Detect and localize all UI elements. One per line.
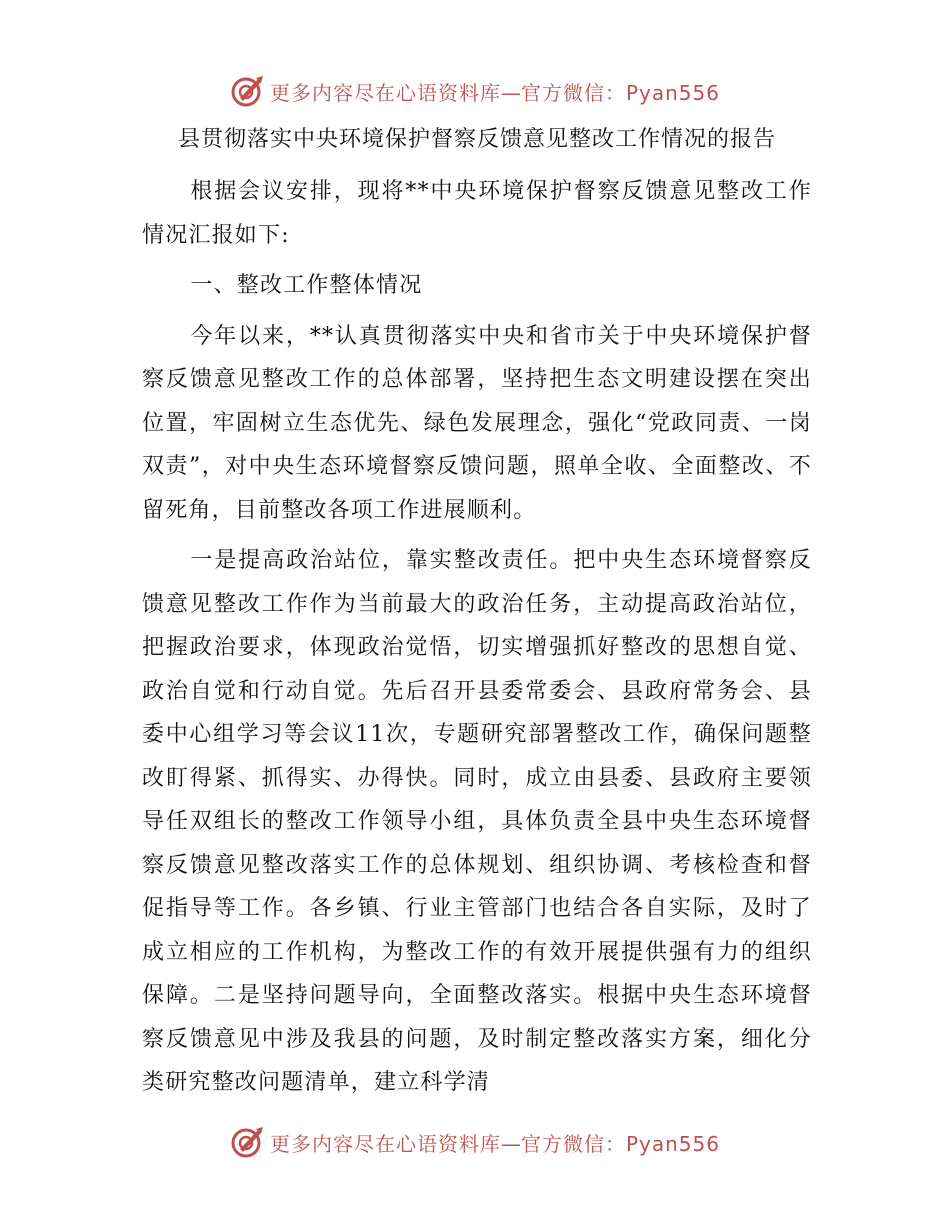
body-paragraph-2: 一是提高政治站位，靠实整改责任。把中央生态环境督察反馈意见整改工作作为当前最大的政治任务，主动提高政治站位，把握政治要求，体现政治觉悟，切实增强抓好整改的思想自觉、政治自觉和行动自觉。先后召开县委常委会、县政府常务会、县委中心组学习等会议11次，专题研究部署整改工作，确保问题整改盯得紧、抓得实、办得快。同时，成立由县委、县政府主要领导任双组长的整改工作领导小组，具体负责全县中央生态环境督察反馈意见整改落实工作的总体规划、组织协调、考核检查和督促指导等工作。各乡镇、行业主管部门也结合各自实际，及时了成立相应的工作机构，为整改工作的有效开展提供强有力的组织保障。二是坚持问题导向，全面整改落实。根据中央生态环境督察反馈意见中涉及我县的问题，及时制定整改落实方案，细化分类研究整改问题清单，建立科学清 [142,548,812,1095]
section-heading: 一、整改工作整体情况 [190,273,423,298]
document-title: 县贯彻落实中央环境保护督察反馈意见整改工作情况的报告 [177,127,776,152]
body-paragraph-1: 今年以来，**认真贯彻落实中央和省市关于中央环境保护督察反馈意见整改工作的总体部署，坚持把生态文明建设摆在突出位置，牢固树立生态优先、绿色发展理念，强化“党政同责、一岗双责”，对中央生态环境督察反馈问题，照单全收、全面整改、不留死角，目前整改各项工作进展顺利。 [142,323,812,523]
watermark-separator: — [500,80,521,105]
intro-paragraph: 根据会议安排，现将**中央环境保护督察反馈意见整改工作情况汇报如下: [142,179,812,248]
brand-logo-icon [230,73,266,109]
watermark-banner-top [0,71,950,111]
watermark-separator: — [500,1131,521,1156]
watermark-contact: 官方微信：Pyan556 [520,80,720,105]
watermark-main: 更多内容尽在心语资料库 [269,80,501,105]
watermark-text [270,1128,720,1157]
brand-logo-icon [230,1124,266,1160]
watermark-contact: 官方微信：Pyan556 [520,1131,720,1156]
document-body [142,118,812,1105]
watermark-text [270,77,720,106]
watermark-main: 更多内容尽在心语资料库 [269,1131,501,1156]
watermark-banner-bottom [0,1122,950,1162]
